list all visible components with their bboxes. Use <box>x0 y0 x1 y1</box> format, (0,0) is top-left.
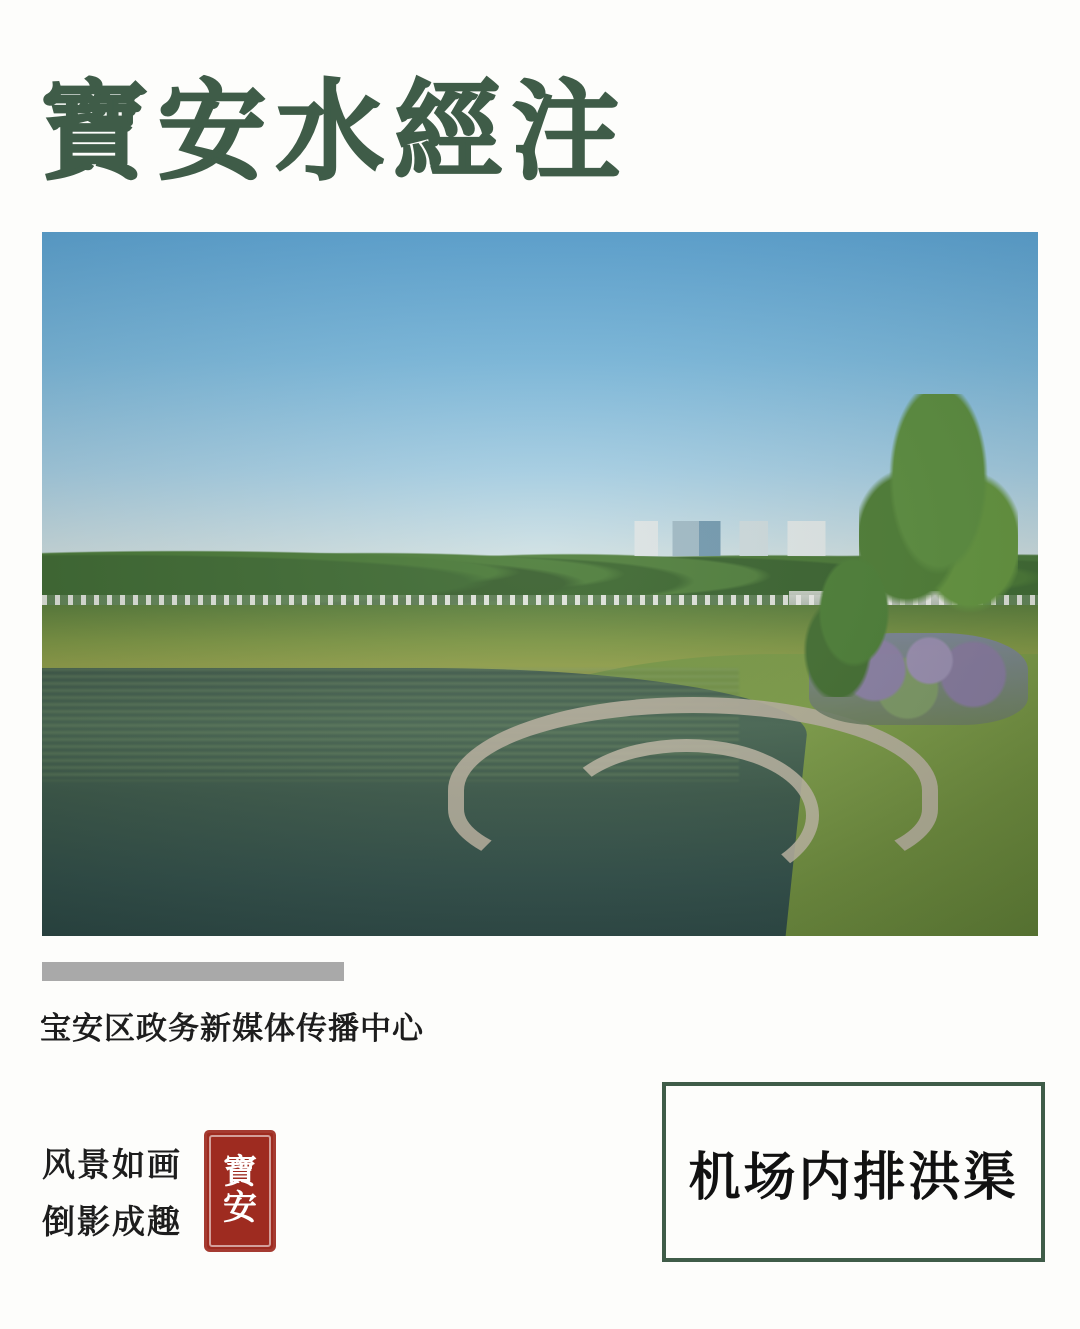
grey-accent-bar <box>42 962 344 981</box>
red-seal-stamp <box>204 1130 276 1252</box>
seal-char-top: 寶 <box>223 1152 257 1193</box>
slogan-line-1: 风景如画 <box>42 1145 182 1184</box>
hero-photo <box>42 232 1038 936</box>
subject-title-box <box>662 1082 1045 1262</box>
seal-char-bottom: 安 <box>223 1188 257 1228</box>
masthead-title: 寶安水經注 <box>40 69 631 195</box>
masthead <box>40 62 740 202</box>
publisher-name: 宝安区政务新媒体传播中心 <box>40 1011 424 1047</box>
slogan <box>42 1137 182 1251</box>
slogan-line-2: 倒影成趣 <box>42 1201 182 1241</box>
tree-right-small <box>799 542 909 697</box>
subject-title: 机场内排洪渠 <box>688 1146 1019 1208</box>
stone-path-inner <box>554 739 819 892</box>
photo-canvas <box>42 232 1038 936</box>
